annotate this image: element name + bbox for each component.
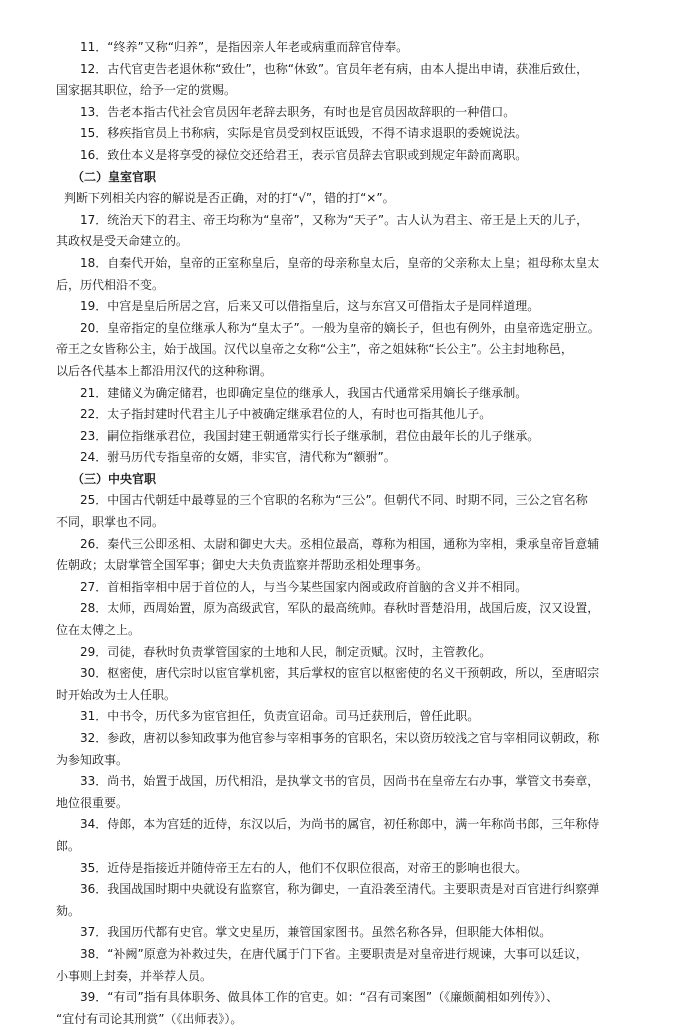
list-item-continuation: 以后各代基本上都沿用汉代的这种称谓。 (56, 363, 273, 378)
list-item-continuation: 国家据其职位，给予一定的赏赐。 (56, 83, 237, 98)
list-item: 21．建储义为确定储君，也即确定皇位的继承人，我国古代通常采用嫡长子继承制。 (80, 385, 528, 400)
list-item: 25．中国古代朝廷中最尊显的三个官职的名称为“三公”。但朝代不同、时期不同，三公之官名称 (80, 493, 588, 508)
section-heading: （三）中央官职 (72, 471, 157, 486)
list-item-continuation: 位在太傅之上。 (56, 623, 141, 638)
list-item: 16．致仕本义是将享受的禄位交还给君王，表示官员辞去官职或到规定年龄而离职。 (80, 147, 528, 162)
list-item: 36．我国战国时期中央就设有监察官，称为御史，一直沿袭至清代。主要职责是对百官进行纠察弹 (80, 882, 600, 897)
list-item: 20．皇帝指定的皇位继承人称为“皇太子”。一般为皇帝的嫡长子，但也有例外，由皇帝选定册立。 (80, 320, 600, 335)
list-item-continuation: 帝王之女皆称公主，始于战国。汉代以皇帝之女称“公主”，帝之姐妹称“长公主”。公主封地称邑， (56, 342, 573, 357)
list-item: 34．侍郎，本为宫廷的近侍，东汉以后，为尚书的属官，初任称郎中，满一年称尚书郎，三年称侍 (80, 817, 600, 832)
list-item: 22．太子指封建时代君主儿子中被确定继承君位的人，有时也可指其他儿子。 (80, 407, 492, 422)
list-item: 35．近侍是指接近并随侍帝王左右的人，他们不仅职位很高，对帝王的影响也很大。 (80, 860, 528, 875)
list-item-continuation: 不同，职掌也不同。 (56, 515, 165, 530)
instruction-text: 判断下列相关内容的解说是否正确，对的打“√”，错的打“×”。 (64, 191, 395, 206)
list-item: 23．嗣位指继承君位，我国封建王朝通常实行长子继承制，君位由最年长的儿子继承。 (80, 428, 540, 443)
list-item-continuation: 佐朝政；太尉掌管全国军事；御史大夫负责监察并帮助丞相处理事务。 (56, 558, 429, 573)
list-item: 37．我国历代都有史官。掌文史星历，兼管国家图书。虽然名称各异，但职能大体相似。 (80, 925, 552, 940)
list-item: 38．“补阙”原意为补救过失，在唐代属于门下省。主要职责是对皇帝进行规谏，大事可以廷议， (80, 946, 588, 961)
list-item: 24．驸马历代专指皇帝的女婿，非实官，清代称为“额驸”。 (80, 450, 396, 465)
list-item: 29．司徒，春秋时负责掌管国家的土地和人民，制定贡赋。汉时，主管教化。 (80, 644, 492, 659)
list-item-continuation: 地位很重要。 (56, 795, 129, 810)
list-item: 26．秦代三公即丞相、太尉和御史大夫。丞相位最高，尊称为相国，通称为宰相，秉承皇帝旨意辅 (80, 536, 600, 551)
list-item: 11．“终养”又称“归养”，是指因亲人年老或病重而辞官侍奉。 (80, 40, 409, 54)
list-item: 31．中书令，历代多为宦官担任，负责宣诏命。司马迁获刑后，曾任此职。 (80, 709, 480, 724)
section-heading: （二）皇室官职 (72, 169, 157, 184)
list-item: 15．移疾指官员上书称病，实际是官员受到权臣诋毁，不得不请求退职的委婉说法。 (80, 126, 528, 141)
list-item-continuation: 时开始改为士人任职。 (56, 687, 177, 702)
list-item: 33．尚书，始置于战国，历代相沿，是执掌文书的官员，因尚书在皇帝左右办事，掌管文书奏章， (80, 774, 600, 789)
document-body (56, 37, 653, 1030)
list-item: 18．自秦代开始，皇帝的正室称皇后，皇帝的母亲称皇太后，皇帝的父亲称太上皇；祖母称太皇太 (80, 255, 600, 270)
list-item-continuation: 小事则上封奏，并举荐人员。 (56, 968, 213, 983)
list-item: 32．参政，唐初以参知政事为他官参与宰相事务的官职名，宋以资历较浅之官与宰相同议朝政，称 (80, 731, 600, 745)
list-item-continuation: 为参知政事。 (56, 752, 129, 767)
list-item-continuation: 劾。 (56, 903, 81, 918)
list-item-continuation: “宜付有司论其刑赏”（《出师表》）。 (56, 1011, 243, 1026)
list-item: 28．太师，西周始置，原为高级武官，军队的最高统帅。春秋时晋楚沿用，战国后废，汉又设置， (80, 601, 600, 616)
list-item-continuation: 其政权是受天命建立的。 (56, 234, 189, 249)
list-item: 27．首相指宰相中居于首位的人，与当今某些国家内阁或政府首脑的含义并不相同。 (80, 579, 528, 594)
list-item: 30．枢密使，唐代宗时以宦官掌机密，其后掌权的宦官以枢密使的名义干预朝政，所以，至唐昭宗 (80, 666, 600, 681)
list-item: 17．统治天下的君主、帝王均称为“皇帝”，又称为“天子”。古人认为君主、帝王是上天的儿子， (80, 212, 589, 227)
list-item-continuation: 后，历代相沿不变。 (56, 277, 165, 292)
list-item: 19．中宫是皇后所居之宫，后来又可以借指皇后，这与东宫又可借指太子是同样道理。 (80, 299, 540, 314)
list-item: 12．古代官吏告老退休称“致仕”，也称“休致”。官员年老有病，由本人提出申请，获准后致仕， (80, 61, 589, 76)
list-item-continuation: 郎。 (56, 838, 81, 853)
list-item: 13．告老本指古代社会官员因年老辞去职务，有时也是官员因故辞职的一种借口。 (80, 104, 516, 119)
list-item: 39．“有司”指有具体职务、做具体工作的官吏。如：“召有司案图”（《廉颇蔺相如列传》）、 (80, 990, 559, 1005)
